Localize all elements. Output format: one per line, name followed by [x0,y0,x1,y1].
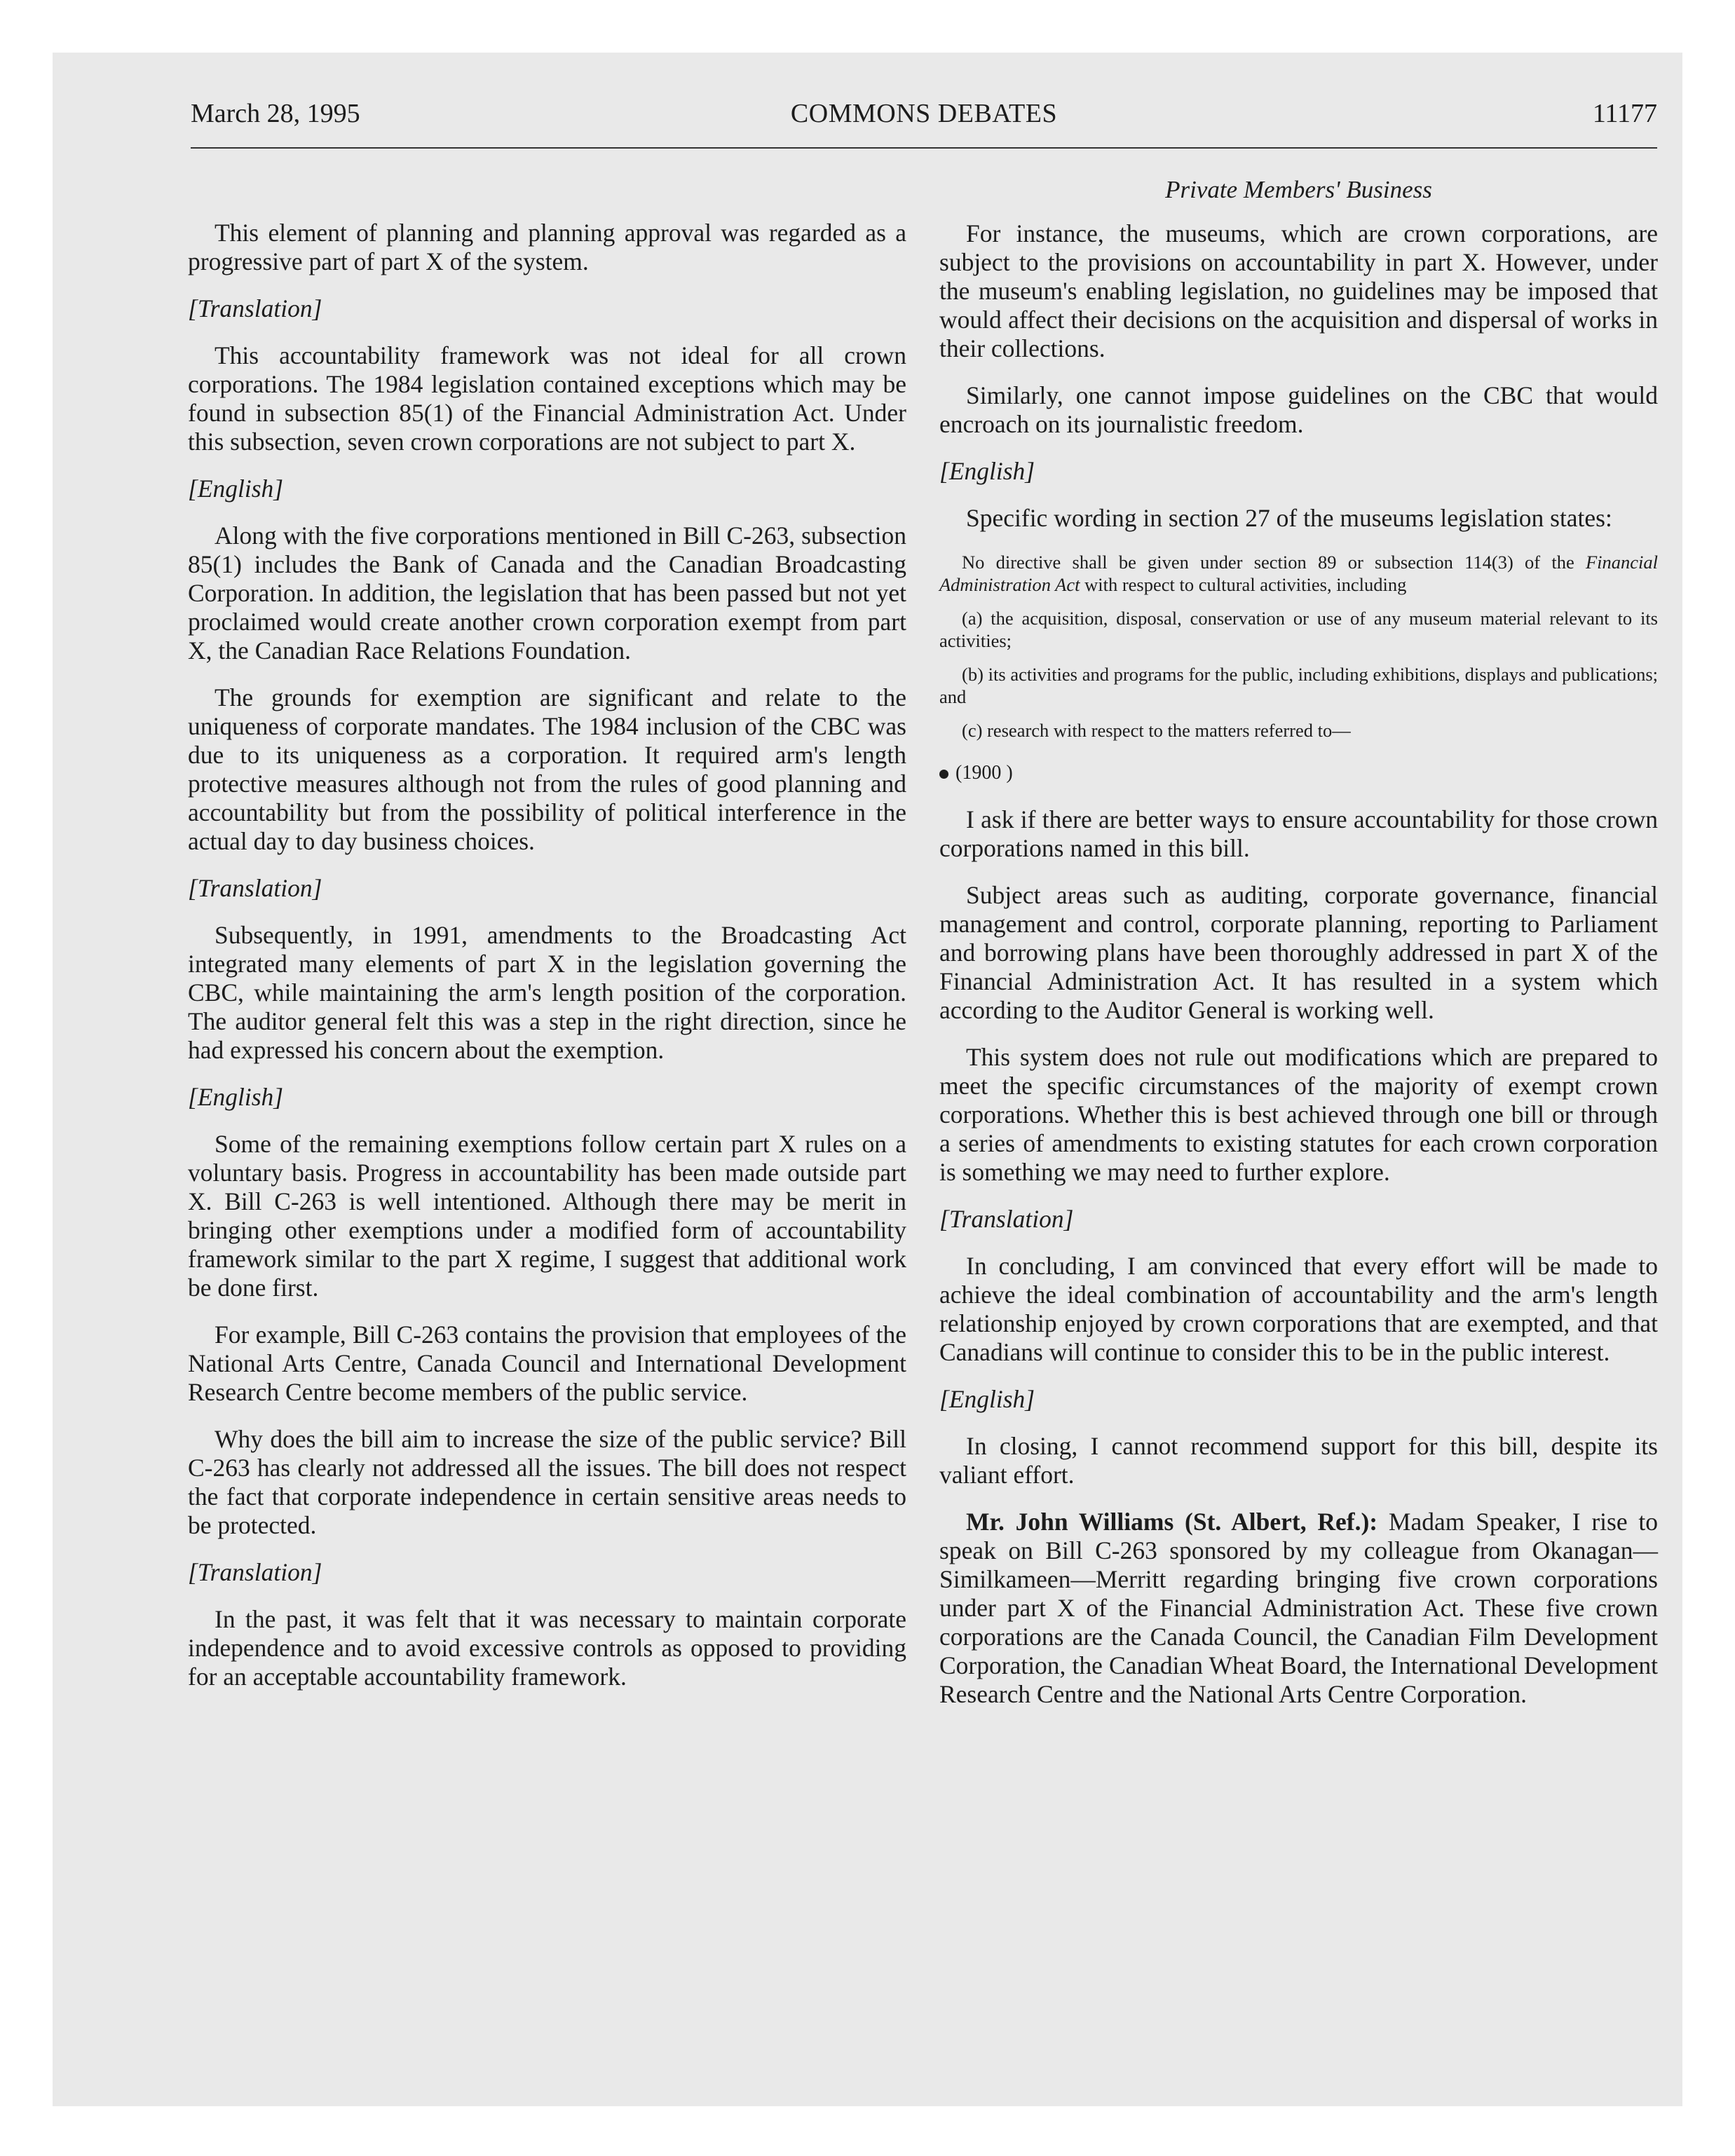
quote-item-b: (b) its activities and programs for the public, including exhibitions, displays and publications; and [939,664,1658,707]
speaker-name: Mr. John Williams (St. Albert, Ref.): [966,1508,1378,1536]
bullet-icon [939,770,948,779]
speech-paragraph: Mr. John Williams (St. Albert, Ref.): Madam Speaker, I rise to speak on Bill C-263 sponsored by my colleague from Okanagan—Similkameen—Merritt regarding bringing five crown corporations under part X of the Financial Administration Act. These five crown corporations are the Canada Council, the Canadian Film Development Corporation, the Canadian Wheat Board, the International Development Research Centre and the National Arts Centre Corporation. [939,1508,1658,1708]
paragraph: The grounds for exemption are significant and relate to the uniqueness of corporate mandates. The 1984 inclusion of the CBC was due to its uniqueness as a corporation. It required arm's length protective measures although not from the rules of good planning and accountability but from the possibility of political interference in the actual day to day business choices. [188,683,906,855]
page-number: 11177 [1592,99,1657,128]
language-tag: [English] [939,457,1035,485]
left-column [188,219,906,1710]
paragraph: In the past, it was felt that it was necessary to maintain corporate independence and to avoid excessive controls as opposed to providing for an acceptable accountability framework. [188,1605,906,1691]
paragraph: Specific wording in section 27 of the museums legislation states: [966,504,1612,532]
paragraph: This system does not rule out modifications which are prepared to meet the specific circumstances of the majority of exempt crown corporations. Whether this is best achieved through one bill or through a series of amendments to existing statutes for each crown corporation is something we may need to further explore. [939,1043,1658,1186]
language-tag: [Translation] [188,1558,322,1586]
quote-item-c: (c) research with respect to the matters referred to— [962,720,1351,741]
paragraph: This element of planning and planning approval was regarded as a progressive part of part X of the system. [188,219,906,275]
paragraph: Subject areas such as auditing, corporate governance, financial management and control, corporate planning, reporting to Parliament and borrowing plans have been thoroughly addressed in part X of the Financial Administration Act. It has resulted in a system which according to the Auditor General is working well. [939,881,1658,1024]
language-tag: [English] [188,1083,284,1111]
paragraph: Subsequently, in 1991, amendments to the Broadcasting Act integrated many elements of part X in the legislation governing the CBC, while maintaining the arm's length position of the corporation. The auditor general felt this was a step in the right direction, since he had expressed his concern about the exemption. [188,921,906,1064]
language-tag: [Translation] [188,874,322,902]
legislation-quote [939,551,1658,742]
language-tag: [English] [188,475,284,503]
paragraph: For example, Bill C-263 contains the provision that employees of the National Arts Centre, Canada Council and International Development Research Centre become members of the public service. [188,1321,906,1406]
page-header [191,98,1657,149]
time-marker [939,758,1658,787]
time-marker-text: (1900 ) [955,762,1013,784]
paragraph: In closing, I cannot recommend support for this bill, despite its valiant effort. [939,1432,1658,1489]
paragraph: This accountability framework was not ideal for all crown corporations. The 1984 legislation contained exceptions which may be found in subsection 85(1) of the Financial Administration Act. Under this subsection, seven crown corporations are not subject to part X. [188,341,906,456]
act-name: Financial Administration Act [939,552,1658,595]
paragraph: Some of the remaining exemptions follow certain part X rules on a voluntary basis. Progress in accountability has been made outside part X. Bill C-263 is well intentioned. Although there may be merit in bringing other exemptions under a modified form of accountability framework similar to the part X regime, I suggest that additional work be done first. [188,1130,906,1302]
paragraph: Along with the five corporations mentioned in Bill C-263, subsection 85(1) includes the Bank of Canada and the Canadian Broadcasting Corporation. In addition, the legislation that has been passed but not yet proclaimed would create another crown corporation exempt from part X, the Canadian Race Relations Foundation. [188,521,906,664]
language-tag: [Translation] [188,294,322,322]
header-title: COMMONS DEBATES [790,99,1058,128]
quote-item-a: (a) the acquisition, disposal, conservation or use of any museum material relevant to its activities; [939,608,1658,651]
language-tag: [English] [939,1385,1035,1413]
paragraph: I ask if there are better ways to ensure accountability for those crown corporations named in this bill. [939,805,1658,862]
paragraph: Similarly, one cannot impose guidelines on the CBC that would encroach on its journalistic freedom. [939,381,1658,438]
right-column [939,175,1658,1727]
paragraph: In concluding, I am convinced that every effort will be made to achieve the ideal combination of accountability and the arm's length relationship enjoyed by crown corporations that are exempted, and that Canadians will continue to consider this to be in the public interest. [939,1252,1658,1366]
paragraph: Why does the bill aim to increase the size of the public service? Bill C-263 has clearly not addressed all the issues. The bill does not respect the fact that corporate independence in certain sensitive areas needs to be protected. [188,1425,906,1539]
header-date: March 28, 1995 [191,99,360,128]
paragraph: For instance, the museums, which are crown corporations, are subject to the provisions on accountability in part X. However, under the museum's enabling legislation, no guidelines may be imposed that would affect their decisions on the acquisition and dispersal of works in their collections. [939,219,1658,362]
quote-intro: No directive shall be given under section 89 or subsection 114(3) of the Financial Administration Act with respect to cultural activities, including [939,552,1658,595]
language-tag: [Translation] [939,1205,1074,1233]
section-heading: Private Members' Business [1165,176,1432,203]
